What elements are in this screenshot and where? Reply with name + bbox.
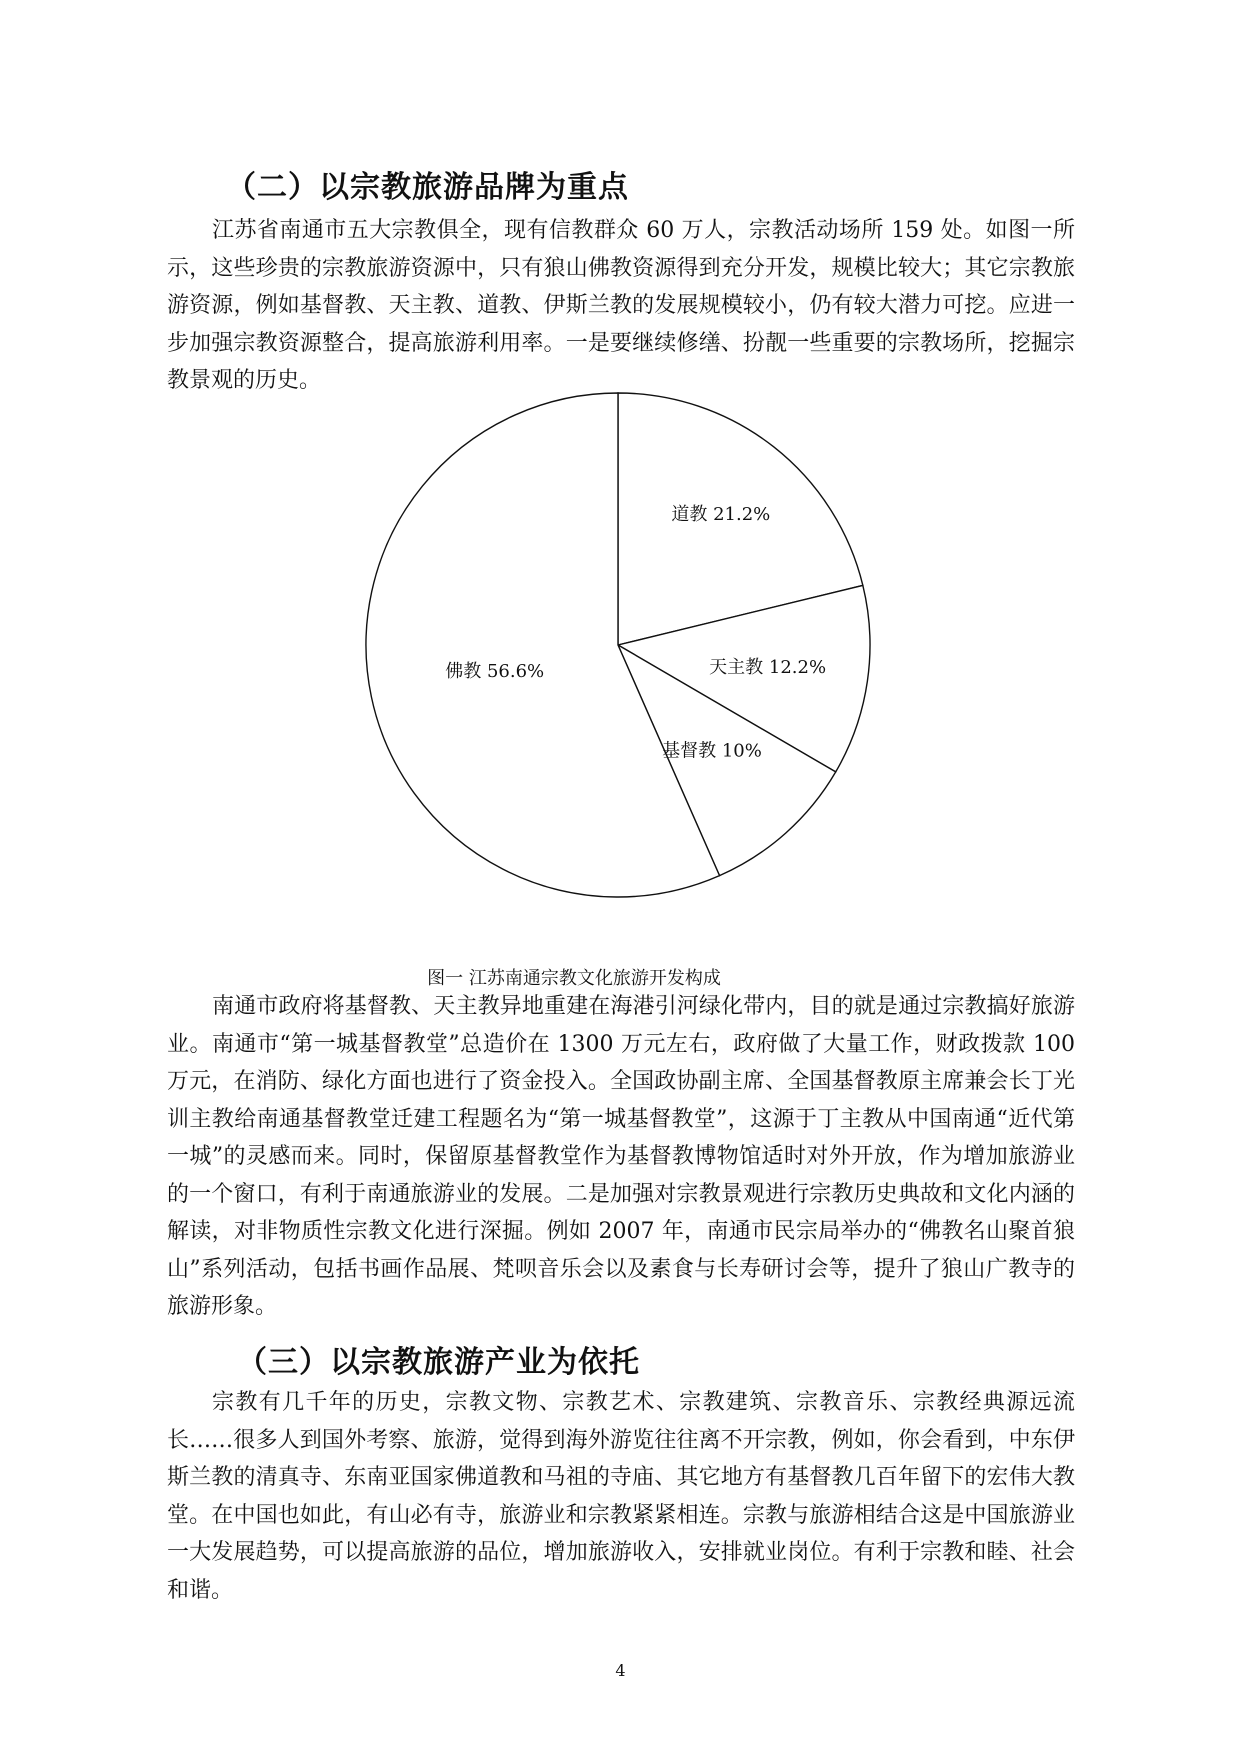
page-number: 4 — [615, 1661, 626, 1680]
religion-pie-chart — [360, 392, 930, 962]
pie-label-christianity: 基督教 10% — [662, 740, 762, 762]
section-three-paragraph: 宗教有几千年的历史，宗教文物、宗教艺术、宗教建筑、宗教音乐、宗教经典源远流长……很多人到国外考察、旅游，觉得到海外游览往往离不开宗教，例如，你会看到，中东伊斯兰教的清真寺、东南亚国家佛道教和马祖的寺庙、其它地方有基督教几百年留下的宏伟大教堂。在中国也如此，有山必有寺，旅游业和宗教紧紧相连。宗教与旅游相结合这是中国旅游业一大发展趋势，可以提高旅游的品位，增加旅游收入，安排就业岗位。有利于宗教和睦、社会和谐。 — [167, 1390, 1075, 1603]
figure-caption: 图一 江苏南通宗教文化旅游开发构成 — [427, 968, 721, 989]
pie-label-catholicism: 天主教 12.2% — [709, 656, 827, 678]
pie-label-daoism: 道教 21.2% — [671, 504, 771, 526]
pie-label-buddhism: 佛教 56.6% — [445, 660, 545, 682]
section-heading-two: （二）以宗教旅游品牌为重点 — [226, 170, 629, 205]
body-paragraph: 南通市政府将基督教、天主教异地重建在海港引河绿化带内，目的就是通过宗教搞好旅游业。南通市“第一城基督教堂”总造价在 1300 万元左右，政府做了大量工作，财政拨款 100 万元，在消防、绿化方面也进行了资金投入。全国政协副主席、全国基督教原主席兼会长丁光训主教给南通基督教堂迁建工程题名为“第一城基督教堂”，这源于丁主教从中国南通“近代第一城”的灵感而来。同时，保留原基督教堂作为基督教博物馆适时对外开放，作为增加旅游业的一个窗口，有利于南通旅游业的发展。二是加强对宗教景观进行宗教历史典故和文化内涵的解读，对非物质性宗教文化进行深掘。例如 2007 年，南通市民宗局举办的“佛教名山聚首狼山”系列活动，包括书画作品展、梵呗音乐会以及素食与长寿研讨会等，提升了狼山广教寺的旅游形象。 — [167, 994, 1075, 1319]
section-two-paragraph: 江苏省南通市五大宗教俱全，现有信教群众 60 万人，宗教活动场所 159 处。如图一所示，这些珍贵的宗教旅游资源中，只有狼山佛教资源得到充分开发，规模比较大；其它宗教旅游资源，例如基督教、天主教、道教、伊斯兰教的发展规模较小，仍有较大潜力可挖。应进一步加强宗教资源整合，提高旅游利用率。一是要继续修缮、扮靓一些重要的宗教场所，挖掘宗教景观的历史。 — [167, 218, 1075, 393]
section-heading-three: （三）以宗教旅游产业为依托 — [237, 1345, 640, 1380]
